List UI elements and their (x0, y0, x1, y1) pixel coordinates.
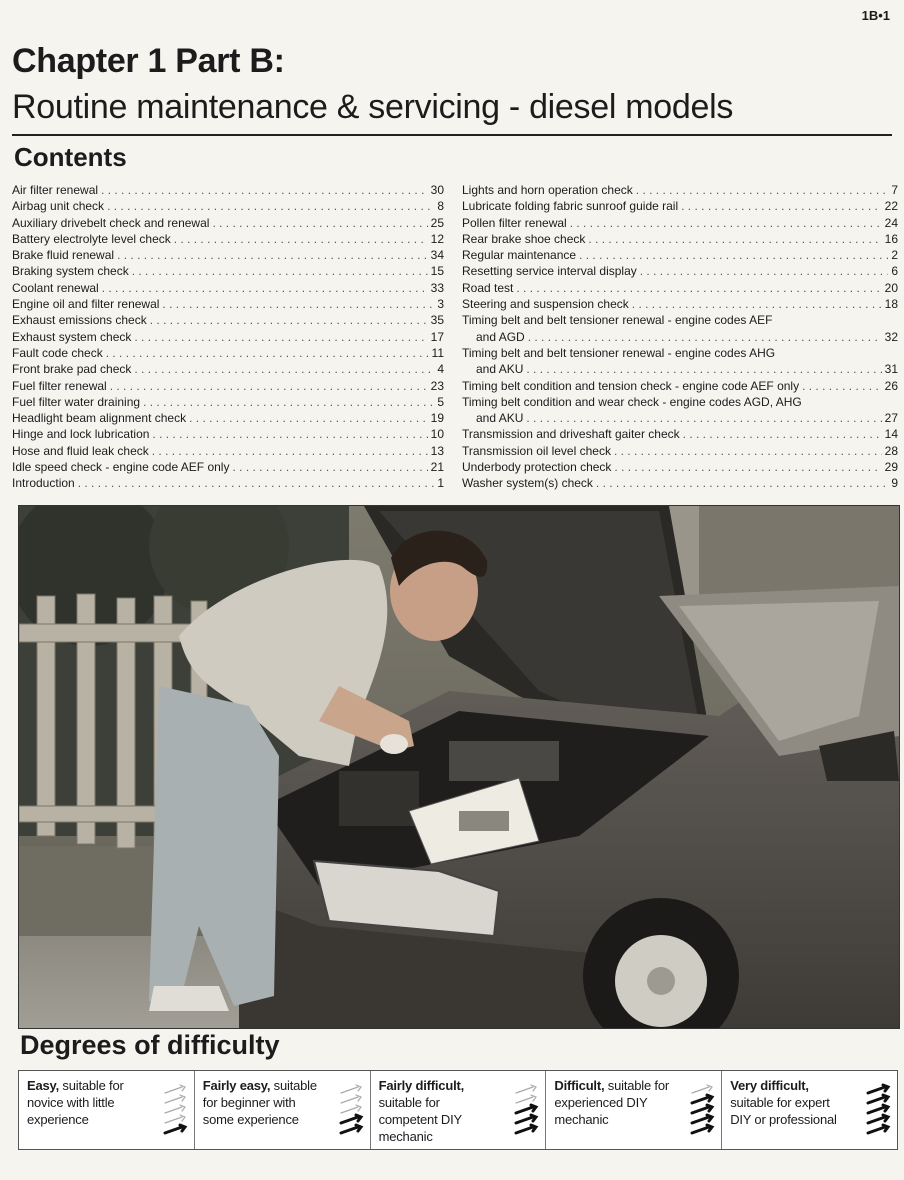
leader-dots (526, 361, 881, 377)
leader-dots (614, 443, 882, 459)
contents-entry-page: 22 (884, 199, 898, 214)
contents-entry[interactable] (462, 231, 898, 247)
contents-entry-page: 9 (891, 476, 898, 491)
contents-entry[interactable] (12, 459, 444, 475)
leader-dots (516, 280, 881, 296)
difficulty-level-5 (722, 1071, 897, 1149)
difficulty-detail: suitable for expert DIY or professional (730, 1095, 837, 1127)
contents-entry[interactable] (12, 443, 444, 459)
contents-list-right (462, 182, 898, 492)
difficulty-description (203, 1077, 321, 1128)
contents-entry-title: Steering and suspension check (462, 297, 629, 312)
contents-entry-title: Lights and horn operation check (462, 183, 633, 197)
contents-entry-page: 10 (430, 427, 444, 442)
leader-dots (152, 426, 427, 442)
leader-dots (640, 263, 889, 279)
contents-entry[interactable] (462, 247, 898, 263)
contents-entry[interactable] (12, 329, 444, 345)
difficulty-description (27, 1077, 145, 1128)
difficulty-description (554, 1077, 672, 1128)
leader-dots (162, 296, 434, 312)
contents-entry[interactable] (12, 280, 444, 296)
leader-dots (143, 394, 434, 410)
leader-dots (110, 378, 428, 394)
difficulty-detail: suitable for novice with little experience (27, 1078, 124, 1127)
contents-entry-page: 2 (891, 248, 898, 263)
leader-dots (614, 459, 881, 475)
leader-dots (102, 280, 428, 296)
contents-entry[interactable] (12, 345, 444, 361)
contents-entry-title: Timing belt condition and wear check - engine codes AGD, AHG (462, 394, 802, 409)
contents-entry[interactable] (462, 198, 898, 214)
contents-entry[interactable] (462, 378, 898, 394)
contents-entry-page: 19 (430, 411, 444, 426)
contents-entry-title: Fuel filter renewal (12, 378, 107, 393)
contents-entry[interactable] (462, 459, 898, 475)
leader-dots (101, 182, 428, 198)
contents-entry-page: 24 (884, 215, 898, 230)
contents-entry[interactable] (12, 182, 444, 198)
spanner-4-icon (689, 1081, 715, 1139)
contents-entry-title: Air filter renewal (12, 183, 99, 197)
title-rule (12, 134, 892, 136)
difficulty-detail: suitable for beginner with some experience (202, 1078, 317, 1127)
contents-entry-title: Fuel filter water draining (12, 394, 141, 409)
leader-dots (174, 231, 428, 247)
leader-dots (152, 443, 428, 459)
contents-entry[interactable] (462, 345, 898, 378)
leader-dots (636, 182, 889, 198)
contents-entry-title-cont: and AKU (476, 411, 524, 426)
contents-heading: Contents (14, 142, 127, 172)
contents-entry-title: Braking system check (12, 264, 129, 279)
degrees-heading: Degrees of difficulty (20, 1030, 280, 1060)
contents-entry-continuation (462, 361, 898, 377)
leader-dots (526, 410, 881, 426)
contents-entry-title: Hose and fluid leak check (12, 443, 149, 458)
difficulty-legend (18, 1070, 898, 1150)
contents-entry-page: 20 (884, 280, 898, 295)
contents-entry-page: 1 (437, 476, 444, 491)
contents-entry-page: 31 (884, 362, 898, 377)
contents-entry-title: Transmission and driveshaft gaiter check (462, 427, 680, 442)
difficulty-detail: suitable for competent DIY mechanic (378, 1095, 462, 1144)
contents-entry-page: 29 (884, 460, 898, 475)
contents-entry-page: 6 (891, 264, 898, 279)
contents-entry[interactable] (462, 426, 898, 442)
leader-dots (632, 296, 882, 312)
difficulty-description (730, 1077, 848, 1128)
spanner-1-icon (162, 1081, 188, 1139)
contents-entry-title-cont: and AKU (476, 362, 524, 377)
contents-entry-page: 28 (884, 443, 898, 458)
spanner-5-icon (865, 1081, 891, 1139)
difficulty-label: Difficult, (554, 1078, 605, 1093)
contents-entry-title: Introduction (12, 476, 75, 491)
contents-entry[interactable] (12, 312, 444, 328)
contents-entry-title: Hinge and lock lubrication (12, 427, 150, 442)
contents-entry[interactable] (462, 182, 898, 198)
contents-entry[interactable] (462, 475, 898, 491)
contents-entry-title: Coolant renewal (12, 280, 99, 295)
contents-entry-page: 13 (430, 443, 444, 458)
contents-entry-title: Rear brake shoe check (462, 231, 586, 246)
difficulty-level-3 (371, 1071, 547, 1149)
difficulty-description (379, 1077, 497, 1145)
contents-entry-title: Timing belt and belt tensioner renewal - engine codes AHG (462, 345, 776, 360)
contents-entry-title: Underbody protection check (462, 460, 612, 475)
contents-entry-page: 21 (430, 460, 444, 475)
spanner-2-icon (338, 1081, 364, 1139)
contents-entry-continuation (462, 410, 898, 426)
difficulty-label: Very difficult, (730, 1078, 809, 1093)
contents-entry-page: 11 (431, 345, 444, 360)
contents-entry[interactable] (462, 394, 898, 427)
contents-entry[interactable] (12, 394, 444, 410)
contents-entry-title: Pollen filter renewal (462, 215, 567, 230)
contents-entry[interactable] (462, 296, 898, 312)
contents-entry-title: Exhaust system check (12, 329, 132, 344)
contents-entry-page: 27 (884, 411, 898, 426)
leader-dots (134, 361, 434, 377)
leader-dots (107, 198, 434, 214)
leader-dots (150, 312, 428, 328)
page-number: 1B•1 (861, 8, 890, 23)
contents-entry[interactable] (12, 475, 444, 491)
contents-entry-page: 18 (884, 297, 898, 312)
contents-entry-title: Lubricate folding fabric sunroof guide rail (462, 199, 679, 214)
leader-dots (232, 459, 427, 475)
contents-entry-title: Timing belt and belt tensioner renewal - engine codes AEF (462, 313, 773, 328)
contents-entry-page: 7 (891, 183, 898, 197)
contents-entry-page: 23 (430, 378, 444, 393)
spanner-3-icon (513, 1081, 539, 1139)
difficulty-level-4 (546, 1071, 722, 1149)
leader-dots (588, 231, 881, 247)
contents-list-left (12, 182, 444, 492)
contents-entry[interactable] (12, 198, 444, 214)
difficulty-label: Easy, (27, 1078, 60, 1093)
contents-entry-page: 4 (437, 362, 444, 377)
contents-entry-page: 16 (884, 231, 898, 246)
leader-dots (683, 426, 882, 442)
contents-entry-page: 26 (884, 378, 898, 393)
difficulty-level-1 (19, 1071, 195, 1149)
contents-entry-page: 32 (884, 329, 898, 344)
leader-dots (78, 475, 435, 491)
contents-entry-title: Battery electrolyte level check (12, 231, 171, 246)
contents-entry-title: Exhaust emissions check (12, 313, 147, 328)
contents-entry-title-cont: and AGD (476, 329, 525, 344)
contents-entry-title: Washer system(s) check (462, 476, 593, 491)
contents-entry-title: Auxiliary drivebelt check and renewal (12, 215, 210, 230)
contents-entry[interactable] (12, 378, 444, 394)
contents-entry-title: Idle speed check - engine code AEF only (12, 460, 230, 475)
contents-entry[interactable] (12, 410, 444, 426)
leader-dots (802, 378, 882, 394)
contents-entry-page: 17 (430, 329, 444, 344)
contents-entry-title: Brake fluid renewal (12, 248, 115, 263)
difficulty-label: Fairly difficult, (378, 1078, 465, 1093)
contents-entry[interactable] (12, 247, 444, 263)
contents-entry[interactable] (462, 263, 898, 279)
leader-dots (681, 198, 882, 214)
contents-entry-title: Road test (462, 280, 514, 295)
contents-entry-title: Regular maintenance (462, 248, 577, 263)
contents-entry[interactable] (12, 263, 444, 279)
mechanic-engine-photo (18, 505, 900, 1029)
contents-entry[interactable] (12, 296, 444, 312)
contents-entry-page: 30 (430, 183, 444, 197)
contents-entry[interactable] (12, 215, 444, 231)
leader-dots (579, 247, 888, 263)
difficulty-level-2 (195, 1071, 371, 1149)
contents-entry-page: 5 (437, 394, 444, 409)
difficulty-label: Fairly easy, (202, 1078, 271, 1093)
contents-entry-page: 14 (884, 427, 898, 442)
contents-entry-page: 3 (437, 297, 444, 312)
contents-entry-page: 33 (430, 280, 444, 295)
leader-dots (189, 410, 428, 426)
chapter-subtitle: Routine maintenance & servicing - diesel models (12, 88, 734, 126)
contents-entry-title: Front brake pad check (12, 362, 132, 377)
contents-entry-page: 25 (430, 215, 444, 230)
contents-entry[interactable] (12, 231, 444, 247)
chapter-title: Chapter 1 Part B: (12, 42, 285, 80)
leader-dots (212, 215, 427, 231)
contents-entry-title: Timing belt condition and tension check - engine code AEF only (462, 378, 800, 393)
leader-dots (596, 475, 888, 491)
contents-entry-title: Engine oil and filter renewal (12, 297, 160, 312)
leader-dots (132, 263, 428, 279)
contents-entry-continuation (462, 329, 898, 345)
contents-entry-title: Resetting service interval display (462, 264, 637, 279)
contents-entry[interactable] (12, 426, 444, 442)
contents-entry[interactable] (462, 280, 898, 296)
contents-entry-page: 8 (437, 199, 444, 214)
contents-entry-title: Fault code check (12, 345, 103, 360)
contents-entry[interactable] (462, 215, 898, 231)
leader-dots (106, 345, 429, 361)
contents-entry[interactable] (462, 312, 898, 345)
contents-entry-title: Headlight beam alignment check (12, 411, 187, 426)
leader-dots (117, 247, 428, 263)
contents-entry[interactable] (12, 361, 444, 377)
contents-entry-page: 15 (430, 264, 444, 279)
contents-entry-page: 12 (430, 231, 444, 246)
contents-entry-title: Transmission oil level check (462, 443, 611, 458)
contents-entry-page: 35 (430, 313, 444, 328)
leader-dots (528, 329, 882, 345)
difficulty-detail: suitable for experienced DIY mechanic (554, 1078, 669, 1127)
contents-entry[interactable] (462, 443, 898, 459)
contents-entry-title: Airbag unit check (12, 199, 105, 214)
leader-dots (570, 215, 882, 231)
leader-dots (134, 329, 427, 345)
contents-entry-page: 34 (430, 248, 444, 263)
